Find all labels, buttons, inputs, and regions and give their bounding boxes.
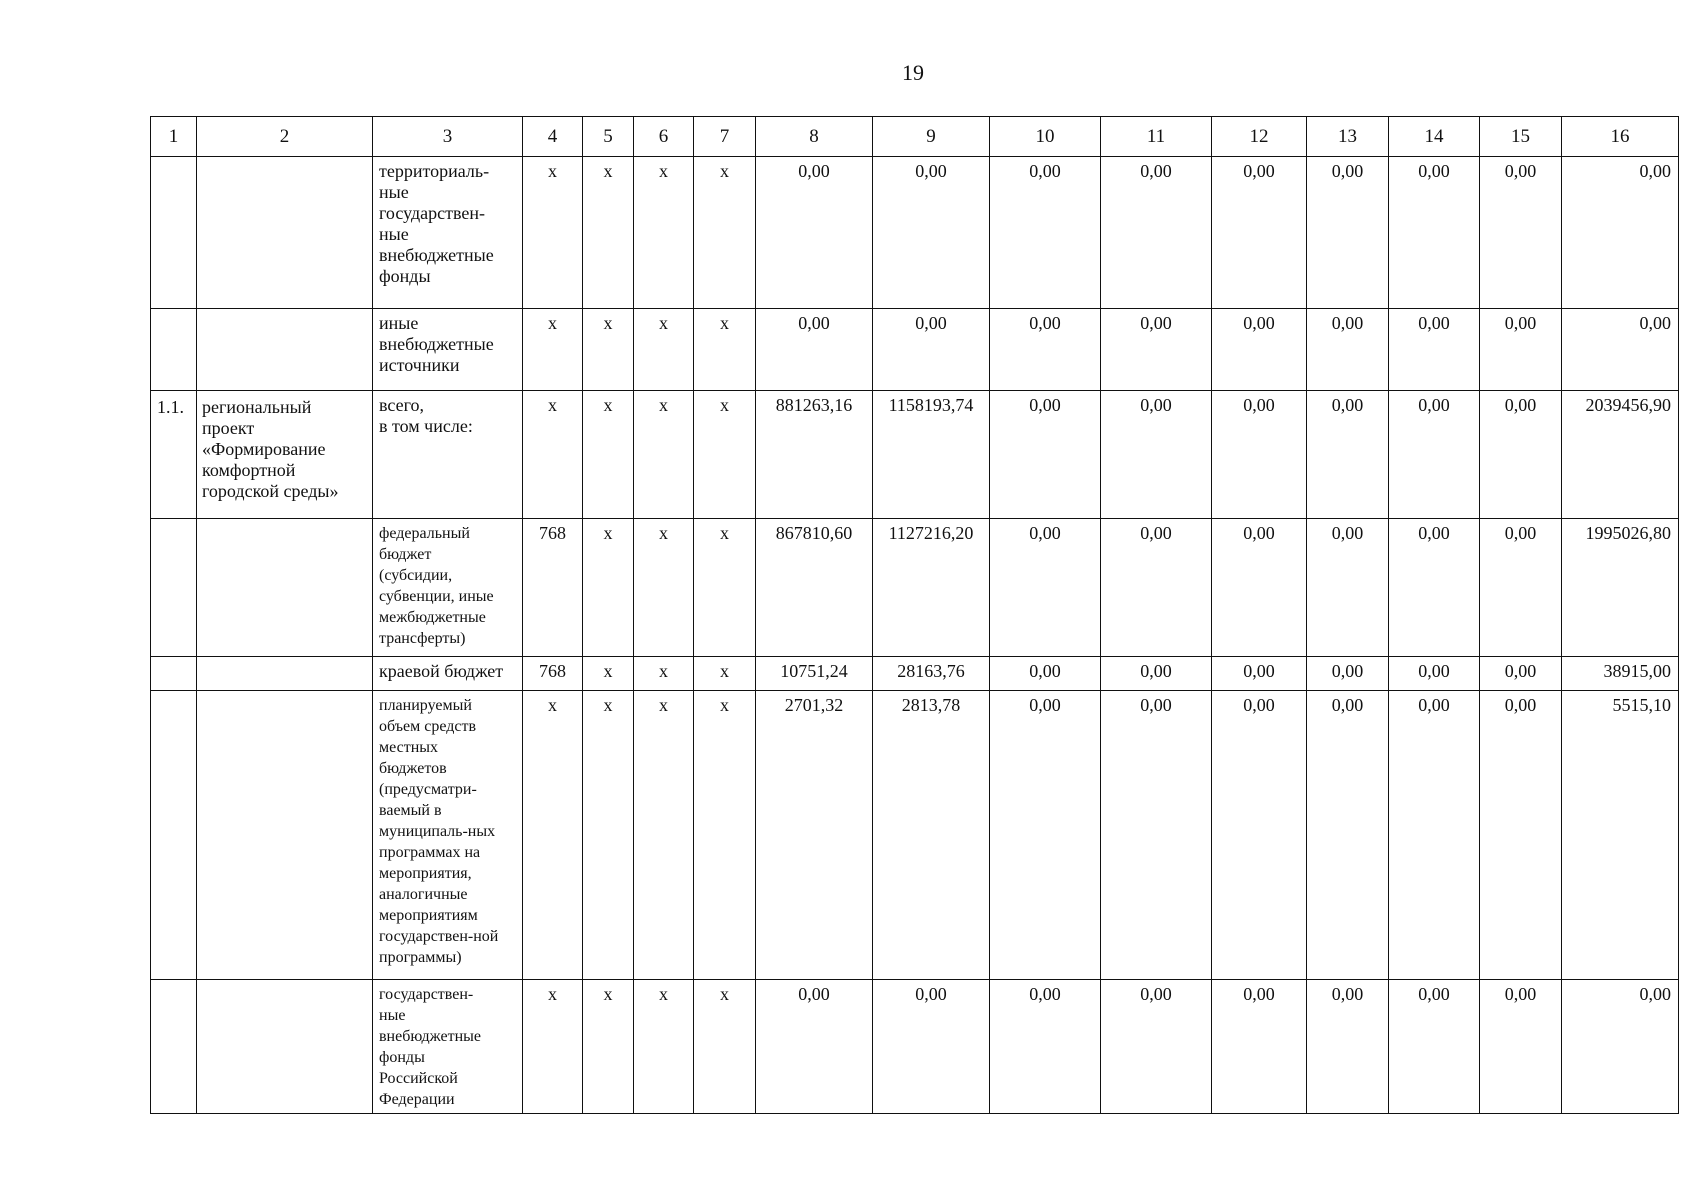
row-number-cell: [151, 657, 197, 691]
column-header: 11: [1101, 117, 1212, 157]
item-name-cell: региональный проект «Формирование комфортной городской среды»: [197, 391, 373, 519]
code-cell: х: [694, 157, 756, 309]
code-cell: х: [523, 309, 583, 391]
code-cell: х: [694, 657, 756, 691]
column-header: 4: [523, 117, 583, 157]
amount-cell: 0,00: [1480, 309, 1562, 391]
column-header: 5: [583, 117, 634, 157]
item-name-cell: [197, 157, 373, 309]
code-cell: х: [523, 157, 583, 309]
amount-cell: 0,00: [1212, 309, 1307, 391]
table-row: [151, 309, 1679, 391]
column-header: 7: [694, 117, 756, 157]
amount-cell: 0,00: [1389, 980, 1480, 1114]
amount-cell: 10751,24: [756, 657, 873, 691]
total-cell: 0,00: [1562, 309, 1679, 391]
page-number: 19: [902, 60, 924, 85]
row-number-cell: [151, 309, 197, 391]
table-row: [151, 157, 1679, 309]
code-cell: 768: [523, 657, 583, 691]
code-cell: х: [694, 980, 756, 1114]
code-cell: х: [523, 391, 583, 519]
amount-cell: 867810,60: [756, 519, 873, 657]
code-cell: х: [583, 157, 634, 309]
amount-cell: 0,00: [1480, 657, 1562, 691]
amount-cell: 1127216,20: [873, 519, 990, 657]
amount-cell: 0,00: [873, 980, 990, 1114]
amount-cell: 0,00: [1480, 691, 1562, 980]
code-cell: х: [694, 691, 756, 980]
amount-cell: 0,00: [990, 157, 1101, 309]
row-number-cell: [151, 691, 197, 980]
amount-cell: 0,00: [990, 657, 1101, 691]
column-header: 10: [990, 117, 1101, 157]
item-name-cell: [197, 657, 373, 691]
code-cell: 768: [523, 519, 583, 657]
row-number-cell: [151, 157, 197, 309]
amount-cell: 0,00: [1212, 391, 1307, 519]
row-number-cell: 1.1.: [151, 391, 197, 519]
amount-cell: 0,00: [1389, 519, 1480, 657]
table-row: [151, 691, 1679, 980]
column-header: 3: [373, 117, 523, 157]
amount-cell: 0,00: [1389, 309, 1480, 391]
amount-cell: 0,00: [873, 309, 990, 391]
code-cell: х: [634, 519, 694, 657]
amount-cell: 2701,32: [756, 691, 873, 980]
column-header: 9: [873, 117, 990, 157]
funding-source-cell: всего, в том числе:: [373, 391, 523, 519]
amount-cell: 0,00: [1480, 157, 1562, 309]
total-cell: 0,00: [1562, 157, 1679, 309]
amount-cell: 0,00: [1101, 157, 1212, 309]
amount-cell: 0,00: [990, 691, 1101, 980]
amount-cell: 0,00: [1307, 657, 1389, 691]
funding-source-cell: государствен- ные внебюджетные фонды Российской Федерации: [373, 980, 523, 1114]
code-cell: х: [583, 391, 634, 519]
code-cell: х: [583, 657, 634, 691]
row-number-cell: [151, 519, 197, 657]
code-cell: х: [634, 657, 694, 691]
amount-cell: 0,00: [990, 980, 1101, 1114]
table-row: [151, 519, 1679, 657]
amount-cell: 0,00: [990, 391, 1101, 519]
total-cell: 0,00: [1562, 980, 1679, 1114]
amount-cell: 0,00: [1389, 657, 1480, 691]
total-cell: 1995026,80: [1562, 519, 1679, 657]
amount-cell: 1158193,74: [873, 391, 990, 519]
item-name-cell: [197, 980, 373, 1114]
column-header: 16: [1562, 117, 1679, 157]
amount-cell: 0,00: [1212, 980, 1307, 1114]
amount-cell: 0,00: [990, 309, 1101, 391]
funding-source-cell: планируемый объем средств местных бюджетов (предусматри- ваемый в муниципаль-ных программах на мероприятия, аналогичные мероприятиям государствен-ной программы): [373, 691, 523, 980]
code-cell: х: [634, 309, 694, 391]
column-header: 6: [634, 117, 694, 157]
table-row: [151, 391, 1679, 519]
table-row: [151, 657, 1679, 691]
amount-cell: 0,00: [990, 519, 1101, 657]
amount-cell: 0,00: [756, 980, 873, 1114]
amount-cell: 0,00: [1101, 657, 1212, 691]
amount-cell: 0,00: [1212, 519, 1307, 657]
column-header: 12: [1212, 117, 1307, 157]
column-header: 1: [151, 117, 197, 157]
table-row: [151, 980, 1679, 1114]
amount-cell: 0,00: [1307, 309, 1389, 391]
amount-cell: 0,00: [756, 309, 873, 391]
amount-cell: 881263,16: [756, 391, 873, 519]
total-cell: 5515,10: [1562, 691, 1679, 980]
code-cell: х: [694, 309, 756, 391]
amount-cell: 0,00: [1101, 519, 1212, 657]
total-cell: 2039456,90: [1562, 391, 1679, 519]
amount-cell: 0,00: [1480, 980, 1562, 1114]
budget-table: [150, 116, 1679, 1114]
funding-source-cell: территориаль- ные государствен- ные внебюджетные фонды: [373, 157, 523, 309]
code-cell: х: [523, 980, 583, 1114]
funding-source-cell: краевой бюджет: [373, 657, 523, 691]
amount-cell: 0,00: [1389, 691, 1480, 980]
amount-cell: 0,00: [1101, 691, 1212, 980]
funding-source-cell: федеральный бюджет (субсидии, субвенции, иные межбюджетные трансферты): [373, 519, 523, 657]
amount-cell: 0,00: [1212, 157, 1307, 309]
code-cell: х: [694, 391, 756, 519]
column-header: 13: [1307, 117, 1389, 157]
amount-cell: 2813,78: [873, 691, 990, 980]
column-header: 2: [197, 117, 373, 157]
amount-cell: 0,00: [756, 157, 873, 309]
code-cell: х: [523, 691, 583, 980]
code-cell: х: [694, 519, 756, 657]
amount-cell: 0,00: [1101, 980, 1212, 1114]
column-header: 8: [756, 117, 873, 157]
amount-cell: 0,00: [1307, 691, 1389, 980]
code-cell: х: [634, 691, 694, 980]
column-header: 15: [1480, 117, 1562, 157]
amount-cell: 0,00: [1307, 980, 1389, 1114]
amount-cell: 0,00: [1307, 391, 1389, 519]
amount-cell: 0,00: [1101, 391, 1212, 519]
amount-cell: 0,00: [1389, 157, 1480, 309]
row-number-cell: [151, 980, 197, 1114]
amount-cell: 0,00: [1480, 391, 1562, 519]
amount-cell: 0,00: [1212, 657, 1307, 691]
amount-cell: 0,00: [1389, 391, 1480, 519]
amount-cell: 0,00: [1307, 157, 1389, 309]
column-header: 14: [1389, 117, 1480, 157]
item-name-cell: [197, 309, 373, 391]
code-cell: х: [583, 519, 634, 657]
code-cell: х: [583, 309, 634, 391]
code-cell: х: [634, 157, 694, 309]
amount-cell: 0,00: [1212, 691, 1307, 980]
code-cell: х: [634, 391, 694, 519]
funding-source-cell: иные внебюджетные источники: [373, 309, 523, 391]
code-cell: х: [583, 980, 634, 1114]
amount-cell: 0,00: [1307, 519, 1389, 657]
amount-cell: 0,00: [873, 157, 990, 309]
item-name-cell: [197, 691, 373, 980]
amount-cell: 28163,76: [873, 657, 990, 691]
total-cell: 38915,00: [1562, 657, 1679, 691]
code-cell: х: [583, 691, 634, 980]
code-cell: х: [634, 980, 694, 1114]
amount-cell: 0,00: [1101, 309, 1212, 391]
amount-cell: 0,00: [1480, 519, 1562, 657]
table-header-row: [151, 117, 1679, 157]
item-name-cell: [197, 519, 373, 657]
